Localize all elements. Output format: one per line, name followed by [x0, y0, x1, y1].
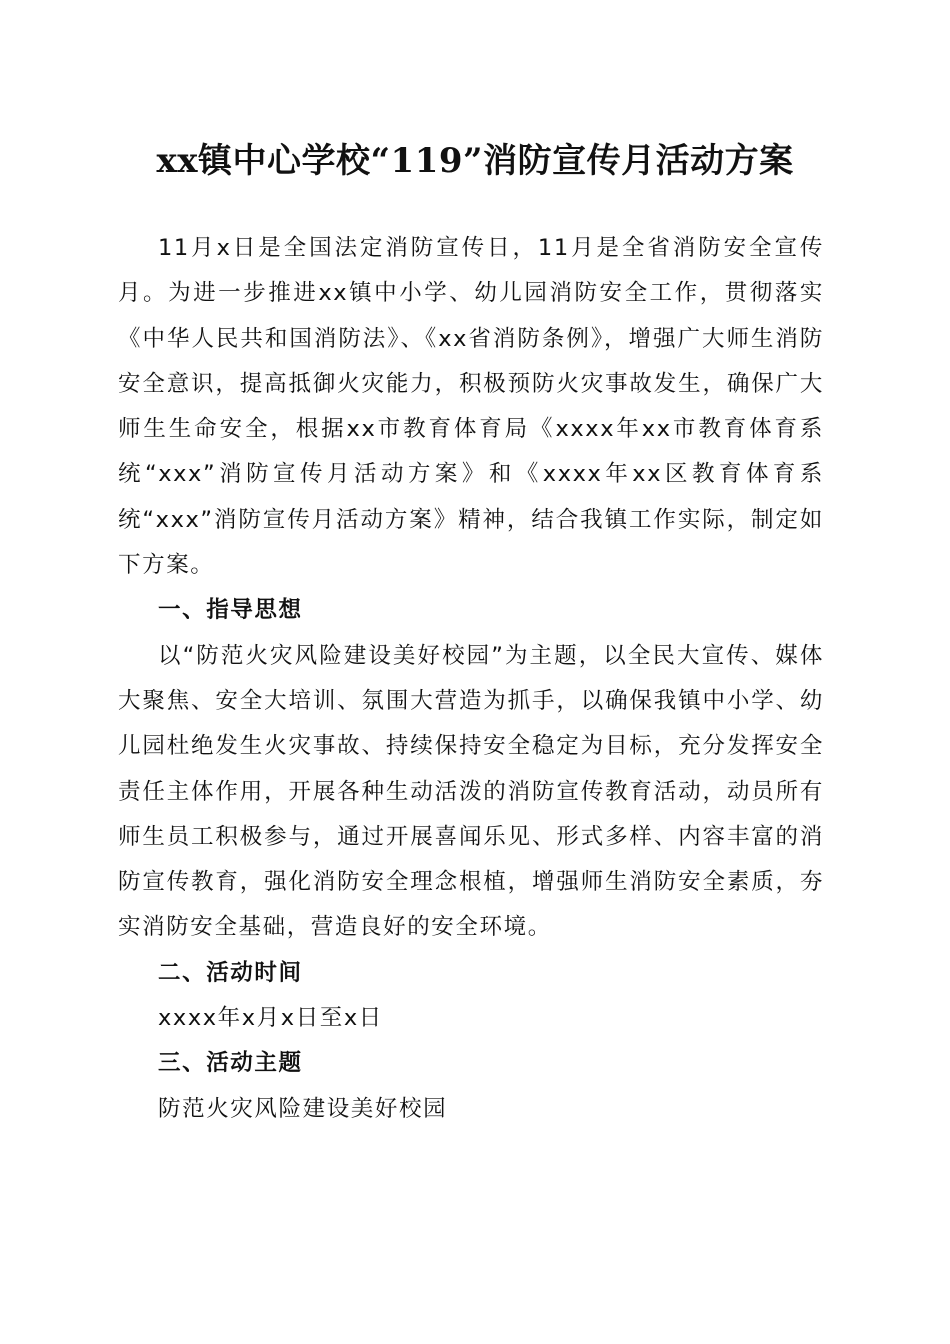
document-title: xx镇中心学校“119”消防宣传月活动方案 — [156, 141, 794, 181]
intro-paragraph: 11月x日是全国法定消防宣传日，11月是全省消防安全宣传月。为进一步推进xx镇中小学、幼儿园消防安全工作，贯彻落实《中华人民共和国消防法》、《xx省消防条例》，增强广大师生消防安全意识，提高抵御火灾能力，积极预防火灾事故发生，确保广大师生生命安全，根据xx市教育体育局《xxxx年xx市教育体育系统“xxx”消防宣传月活动方案》和《xxxx年xx区教育体育系统“xxx”消防宣传月活动方案》精神，结合我镇工作实际，制定如下方案。 — [118, 235, 824, 579]
section-content-guiding-ideology: 以“防范火灾风险建设美好校园”为主题，以全民大宣传、媒体大聚焦、安全大培训、氛围大营造为抓手，以确保我镇中小学、幼儿园杜绝发生火灾事故、持续保持安全稳定为目标，充分发挥安全责任主体作用，开展各种生动活泼的消防宣传教育活动，动员所有师生员工积极参与，通过开展喜闻乐见、形式多样、内容丰富的消防宣传教育，强化消防安全理念根植，增强师生消防安全素质，夯实消防安全基础，营造良好的安全环境。 — [118, 642, 824, 941]
section-content-activity-theme: 防范火灾风险建设美好校园 — [158, 1095, 448, 1122]
document-body — [118, 226, 824, 1132]
section-heading-activity-theme: 三、活动主题 — [158, 1050, 303, 1077]
section-heading-activity-time: 二、活动时间 — [158, 959, 303, 986]
section-content-activity-time: xxxx年x月x日至x日 — [158, 1005, 383, 1032]
section-heading-guiding-ideology: 一、指导思想 — [158, 597, 303, 624]
